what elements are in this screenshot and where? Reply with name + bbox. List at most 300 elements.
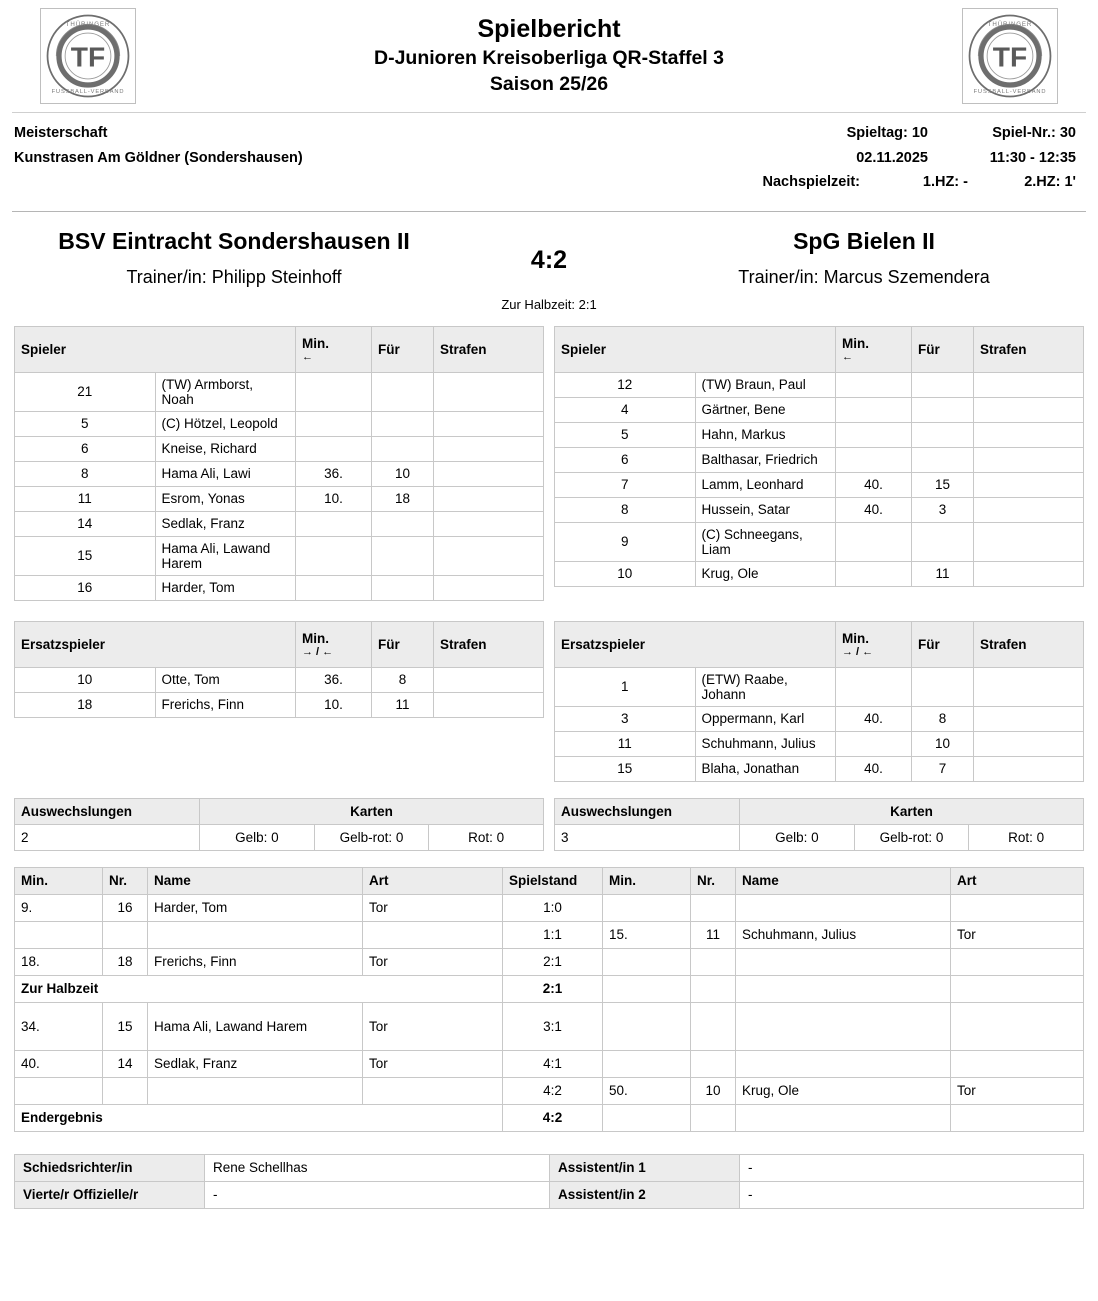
player-strafen (434, 536, 544, 575)
match-time: 11:30 - 12:35 (989, 149, 1076, 166)
teams-block (0, 212, 1098, 312)
event-name-home: Harder, Tom (148, 894, 363, 921)
svg-text:TF: TF (70, 41, 106, 73)
halftime-score-cell: 2:1 (503, 975, 603, 1002)
table-row (555, 497, 1084, 522)
table-row (15, 1154, 1084, 1181)
table-row (555, 756, 1084, 781)
player-strafen (974, 472, 1084, 497)
player-name: Gärtner, Bene (695, 397, 836, 422)
player-fuer: 18 (372, 486, 434, 511)
player-min (296, 511, 372, 536)
event-art-away (951, 1104, 1084, 1131)
event-name-away (736, 1050, 951, 1077)
event-nr-away (691, 1002, 736, 1050)
player-min: 10. (296, 692, 372, 717)
report-header (0, 0, 1098, 110)
table-row (15, 1002, 1084, 1050)
player-fuer (372, 575, 434, 600)
venue-label: Kunstrasen Am Göldner (Sondershausen) (14, 149, 303, 166)
event-min-home: 34. (15, 1002, 103, 1050)
player-min: 36. (296, 667, 372, 692)
event-nr-away (691, 975, 736, 1002)
stoppage-label: Nachspielzeit: (762, 174, 860, 191)
away-lineup-table (554, 326, 1084, 587)
svg-text:TF: TF (992, 41, 1028, 73)
event-min-away: 15. (603, 921, 691, 948)
player-number: 1 (555, 667, 696, 706)
away-subs-col (554, 621, 1084, 782)
season-label: Saison 25/26 (489, 73, 609, 96)
event-nr-home: 18 (103, 948, 148, 975)
player-name: (C) Schneegans, Liam (695, 522, 836, 561)
player-name: (TW) Armborst, Noah (155, 372, 296, 411)
assistant2-label: Assistent/in 2 (550, 1181, 740, 1208)
assistant1-label: Assistent/in 1 (550, 1154, 740, 1181)
away-lineup-body (555, 372, 1084, 586)
fourth-official-label: Vierte/r Offizielle/r (15, 1181, 205, 1208)
player-strafen (974, 731, 1084, 756)
event-nr-away (691, 1050, 736, 1077)
home-subs-header-strafen: Strafen (434, 621, 544, 667)
summary-row (0, 798, 1098, 851)
player-number: 5 (15, 411, 156, 436)
player-name: Hussein, Satar (695, 497, 836, 522)
player-name: Harder, Tom (155, 575, 296, 600)
player-name: Esrom, Yonas (155, 486, 296, 511)
player-name: Balthasar, Friedrich (695, 447, 836, 472)
player-fuer (372, 436, 434, 461)
player-min (296, 372, 372, 411)
svg-text:FUSSBALL-VERBAND: FUSSBALL-VERBAND (51, 88, 125, 95)
table-row (15, 667, 544, 692)
table-row (555, 422, 1084, 447)
event-score: 3:1 (503, 1002, 603, 1050)
home-red-cards: Rot: 0 (429, 824, 544, 850)
player-min (836, 372, 912, 397)
player-fuer (912, 397, 974, 422)
table-row (15, 894, 1084, 921)
home-subs-body (15, 667, 544, 717)
player-name: Krug, Ole (695, 561, 836, 586)
home-lineup-table (14, 326, 544, 601)
event-min-away (603, 894, 691, 921)
player-fuer: 11 (372, 692, 434, 717)
event-name-home (148, 1077, 363, 1104)
event-nr-home: 16 (103, 894, 148, 921)
player-strafen (974, 522, 1084, 561)
score-block (454, 226, 644, 312)
match-date: 02.11.2025 (856, 149, 928, 166)
away-subs-header: Ersatzspieler (555, 621, 836, 667)
table-row-halftime (15, 975, 1084, 1002)
event-name-home: Hama Ali, Lawand Harem (148, 1002, 363, 1050)
home-summary-header-cards: Karten (200, 798, 544, 824)
home-yellow-cards: Gelb: 0 (200, 824, 315, 850)
table-row (15, 1077, 1084, 1104)
player-name: (TW) Braun, Paul (695, 372, 836, 397)
player-min (836, 422, 912, 447)
player-fuer (912, 667, 974, 706)
officials-section (0, 1154, 1098, 1223)
meta-left (14, 121, 303, 195)
events-header-name-home: Name (148, 867, 363, 894)
home-subs-table (14, 621, 544, 718)
event-nr-away: 10 (691, 1077, 736, 1104)
event-nr-away: 11 (691, 921, 736, 948)
table-row (15, 536, 544, 575)
event-art-away (951, 1050, 1084, 1077)
player-number: 6 (15, 436, 156, 461)
player-number: 3 (555, 706, 696, 731)
away-subs-body (555, 667, 1084, 781)
table-row (555, 397, 1084, 422)
league-subtitle: D-Junioren Kreisoberliga QR-Staffel 3 (374, 46, 724, 69)
event-min-home: 18. (15, 948, 103, 975)
player-min: 40. (836, 497, 912, 522)
event-nr-home (103, 921, 148, 948)
final-result-label: Endergebnis (15, 1104, 503, 1131)
player-fuer: 3 (912, 497, 974, 522)
event-name-home (148, 921, 363, 948)
away-summary-header-subs: Auswechslungen (555, 798, 740, 824)
match-meta (0, 113, 1098, 201)
table-row (555, 522, 1084, 561)
player-min (836, 397, 912, 422)
away-lineup-header-player: Spieler (555, 326, 836, 372)
player-number: 14 (15, 511, 156, 536)
table-row (15, 461, 544, 486)
player-number: 9 (555, 522, 696, 561)
player-fuer (372, 511, 434, 536)
referee-value: Rene Schellhas (205, 1154, 550, 1181)
away-subs-header-strafen: Strafen (974, 621, 1084, 667)
event-name-away: Schuhmann, Julius (736, 921, 951, 948)
player-name: Blaha, Jonathan (695, 756, 836, 781)
page-title: Spielbericht (477, 14, 621, 43)
away-lineup-header-fuer: Für (912, 326, 974, 372)
player-min (836, 561, 912, 586)
player-fuer (372, 372, 434, 411)
event-min-away (603, 1104, 691, 1131)
table-row (15, 921, 1084, 948)
player-strafen (434, 692, 544, 717)
player-name: (C) Hötzel, Leopold (155, 411, 296, 436)
event-art-away (951, 1002, 1084, 1050)
player-number: 11 (555, 731, 696, 756)
table-row (555, 372, 1084, 397)
event-nr-home: 15 (103, 1002, 148, 1050)
player-number: 7 (555, 472, 696, 497)
home-summary-header-subs: Auswechslungen (15, 798, 200, 824)
events-header-min-home: Min. (15, 867, 103, 894)
events-header-nr-away: Nr. (691, 867, 736, 894)
player-number: 6 (555, 447, 696, 472)
arrow-swap-icon: → / ← (302, 645, 334, 658)
away-yellowred-cards: Gelb-rot: 0 (854, 824, 969, 850)
event-art-home: Tor (363, 1002, 503, 1050)
events-header-name-away: Name (736, 867, 951, 894)
home-subs-header-min (296, 621, 372, 667)
event-min-away: 50. (603, 1077, 691, 1104)
player-name: Schuhmann, Julius (695, 731, 836, 756)
player-min (836, 731, 912, 756)
home-lineup-header-fuer: Für (372, 326, 434, 372)
home-lineup-body (15, 372, 544, 600)
home-lineup-col (14, 326, 544, 601)
player-number: 16 (15, 575, 156, 600)
min-text: Min. (842, 630, 869, 646)
table-row (15, 824, 544, 850)
player-name: Hahn, Markus (695, 422, 836, 447)
player-strafen (434, 436, 544, 461)
svg-text:FUSSBALL-VERBAND: FUSSBALL-VERBAND (973, 88, 1047, 95)
table-row (15, 411, 544, 436)
player-min (836, 522, 912, 561)
home-coach: Trainer/in: Philipp Steinhoff (126, 266, 342, 287)
event-nr-away (691, 1104, 736, 1131)
player-name: Hama Ali, Lawand Harem (155, 536, 296, 575)
table-row (555, 706, 1084, 731)
away-subs-header-min (836, 621, 912, 667)
player-fuer (912, 372, 974, 397)
player-fuer: 8 (912, 706, 974, 731)
events-body (15, 894, 1084, 1131)
player-number: 15 (15, 536, 156, 575)
player-min (296, 411, 372, 436)
officials-table (14, 1154, 1084, 1209)
player-strafen (434, 372, 544, 411)
player-min (296, 575, 372, 600)
player-number: 4 (555, 397, 696, 422)
home-team-name: BSV Eintracht Sondershausen II (58, 227, 410, 254)
events-header-score: Spielstand (503, 867, 603, 894)
meta-right (730, 121, 1076, 195)
away-coach: Trainer/in: Marcus Szemendera (738, 266, 990, 287)
table-row-final (15, 1104, 1084, 1131)
player-fuer (912, 422, 974, 447)
table-row (555, 472, 1084, 497)
event-art-home: Tor (363, 1050, 503, 1077)
player-strafen (974, 706, 1084, 731)
player-min (296, 536, 372, 575)
events-header-min-away: Min. (603, 867, 691, 894)
away-summary-table (554, 798, 1084, 851)
halftime-label: Zur Halbzeit (15, 975, 503, 1002)
stoppage-first-half: 1.HZ: - (922, 174, 968, 191)
away-red-cards: Rot: 0 (969, 824, 1084, 850)
table-row (15, 436, 544, 461)
player-fuer (372, 536, 434, 575)
events-section (0, 867, 1098, 1132)
event-name-home: Frerichs, Finn (148, 948, 363, 975)
player-strafen (434, 575, 544, 600)
table-row (555, 447, 1084, 472)
home-yellowred-cards: Gelb-rot: 0 (314, 824, 429, 850)
player-name: Kneise, Richard (155, 436, 296, 461)
player-fuer: 8 (372, 667, 434, 692)
event-art-away (951, 894, 1084, 921)
player-strafen (974, 422, 1084, 447)
header-titles (136, 14, 962, 99)
event-name-away (736, 975, 951, 1002)
player-fuer: 15 (912, 472, 974, 497)
event-nr-home: 14 (103, 1050, 148, 1077)
player-min: 40. (836, 472, 912, 497)
event-min-home (15, 921, 103, 948)
player-strafen (974, 372, 1084, 397)
substitutes-row (0, 621, 1098, 782)
home-subs-header-fuer: Für (372, 621, 434, 667)
away-lineup-col (554, 326, 1084, 601)
event-min-away (603, 1002, 691, 1050)
player-name: Oppermann, Karl (695, 706, 836, 731)
away-summary-header-cards: Karten (740, 798, 1084, 824)
event-name-away (736, 1104, 951, 1131)
player-number: 10 (15, 667, 156, 692)
event-name-away: Krug, Ole (736, 1077, 951, 1104)
player-number: 8 (15, 461, 156, 486)
player-number: 5 (555, 422, 696, 447)
event-nr-home (103, 1077, 148, 1104)
event-name-away (736, 1002, 951, 1050)
events-header-nr-home: Nr. (103, 867, 148, 894)
table-row (15, 1181, 1084, 1208)
player-number: 15 (555, 756, 696, 781)
table-row (555, 824, 1084, 850)
event-score: 4:1 (503, 1050, 603, 1077)
competition-label: Meisterschaft (14, 125, 108, 141)
player-number: 12 (555, 372, 696, 397)
player-min (836, 667, 912, 706)
event-name-home: Sedlak, Franz (148, 1050, 363, 1077)
event-score: 1:0 (503, 894, 603, 921)
table-row (15, 486, 544, 511)
min-text: Min. (302, 335, 329, 351)
halftime-score: Zur Halbzeit: 2:1 (501, 296, 597, 312)
svg-text:THÜRINGER: THÜRINGER (987, 21, 1033, 29)
table-row (15, 1050, 1084, 1077)
player-min: 10. (296, 486, 372, 511)
federation-logo-left (40, 8, 136, 104)
player-strafen (434, 461, 544, 486)
player-name: Hama Ali, Lawi (155, 461, 296, 486)
game-number-label: Spiel-Nr.: 30 (992, 125, 1076, 141)
player-strafen (974, 447, 1084, 472)
away-subs-table (554, 621, 1084, 782)
player-fuer (372, 411, 434, 436)
events-table (14, 867, 1084, 1132)
svg-text:THÜRINGER: THÜRINGER (65, 21, 111, 29)
player-min (296, 436, 372, 461)
table-row (555, 731, 1084, 756)
event-min-home: 9. (15, 894, 103, 921)
player-strafen (974, 397, 1084, 422)
home-summary-table (14, 798, 544, 851)
events-header-art-away: Art (951, 867, 1084, 894)
table-row (555, 667, 1084, 706)
stoppage-second-half: 2.HZ: 1' (1024, 174, 1076, 191)
event-nr-away (691, 894, 736, 921)
player-name: Otte, Tom (155, 667, 296, 692)
event-score: 2:1 (503, 948, 603, 975)
player-name: Sedlak, Franz (155, 511, 296, 536)
event-art-home: Tor (363, 948, 503, 975)
away-team-block (644, 226, 1084, 288)
player-fuer (912, 522, 974, 561)
event-min-away (603, 975, 691, 1002)
player-strafen (974, 561, 1084, 586)
lineups-row (0, 326, 1098, 601)
player-number: 18 (15, 692, 156, 717)
event-art-home: Tor (363, 894, 503, 921)
event-score: 4:2 (503, 1077, 603, 1104)
event-art-home (363, 921, 503, 948)
arrow-in-icon: ← (302, 350, 313, 363)
min-text: Min. (302, 630, 329, 646)
player-name: Frerichs, Finn (155, 692, 296, 717)
player-strafen (434, 511, 544, 536)
matchday-label: Spieltag: 10 (846, 125, 928, 141)
event-art-away: Tor (951, 921, 1084, 948)
final-score: 4:2 (530, 245, 568, 274)
player-strafen (434, 486, 544, 511)
event-art-away (951, 948, 1084, 975)
player-fuer: 10 (372, 461, 434, 486)
away-subs-count: 3 (555, 824, 740, 850)
referee-label: Schiedsrichter/in (15, 1154, 205, 1181)
home-team-block (14, 226, 454, 288)
home-lineup-header-strafen: Strafen (434, 326, 544, 372)
event-score: 1:1 (503, 921, 603, 948)
event-art-home (363, 1077, 503, 1104)
away-team-name: SpG Bielen II (793, 227, 935, 254)
player-number: 21 (15, 372, 156, 411)
player-strafen (434, 667, 544, 692)
away-subs-header-fuer: Für (912, 621, 974, 667)
away-lineup-header-min (836, 326, 912, 372)
player-fuer: 7 (912, 756, 974, 781)
player-fuer (912, 447, 974, 472)
away-summary-col (554, 798, 1084, 851)
arrow-in-icon: ← (842, 350, 853, 363)
player-fuer: 11 (912, 561, 974, 586)
event-min-away (603, 948, 691, 975)
arrow-swap-icon: → / ← (842, 645, 874, 658)
home-subs-col (14, 621, 544, 782)
final-result-score: 4:2 (503, 1104, 603, 1131)
player-min: 36. (296, 461, 372, 486)
fourth-official-value: - (205, 1181, 550, 1208)
home-lineup-header-min (296, 326, 372, 372)
event-art-away: Tor (951, 1077, 1084, 1104)
away-yellow-cards: Gelb: 0 (740, 824, 855, 850)
home-summary-col (14, 798, 544, 851)
assistant1-value: - (740, 1154, 1084, 1181)
events-header-art-home: Art (363, 867, 503, 894)
player-strafen (434, 411, 544, 436)
player-strafen (974, 667, 1084, 706)
home-lineup-header-player: Spieler (15, 326, 296, 372)
table-row (15, 692, 544, 717)
event-name-away (736, 948, 951, 975)
home-subs-count: 2 (15, 824, 200, 850)
player-fuer: 10 (912, 731, 974, 756)
table-row (555, 561, 1084, 586)
player-number: 11 (15, 486, 156, 511)
event-name-away (736, 894, 951, 921)
player-min: 40. (836, 706, 912, 731)
